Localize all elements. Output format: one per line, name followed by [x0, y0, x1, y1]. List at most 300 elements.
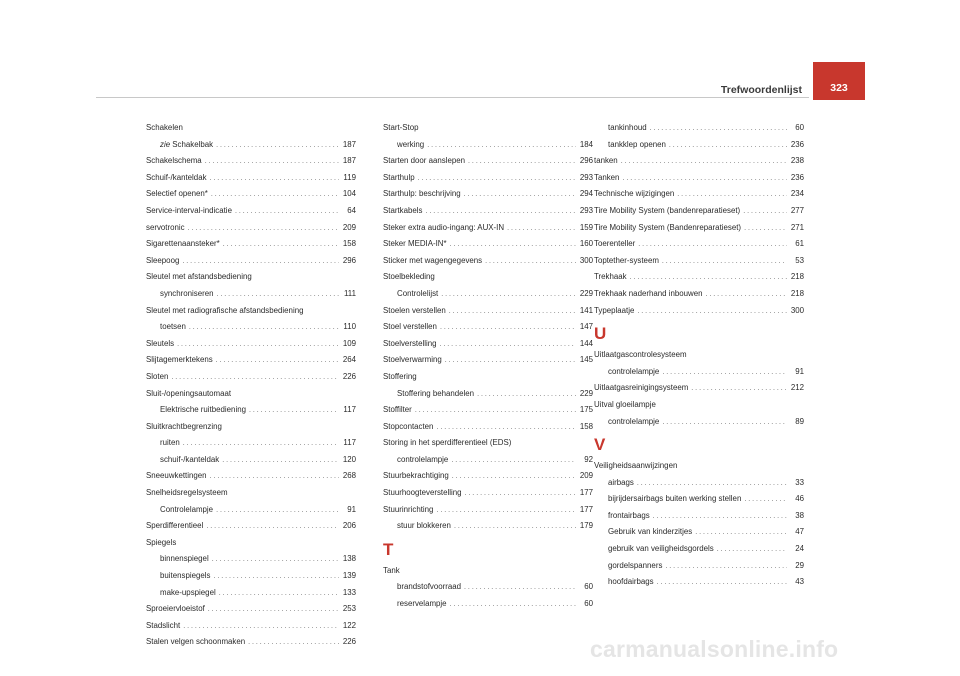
dot-leader	[662, 415, 787, 432]
index-entry-label: Selectief openen*	[146, 189, 208, 199]
index-page-number: 277	[790, 205, 804, 215]
index-page-number: 64	[347, 205, 356, 215]
dot-leader	[468, 154, 576, 171]
index-heading: Uitval gloeilampje	[594, 399, 656, 409]
index-page-number: 47	[795, 527, 804, 537]
index-entry	[383, 170, 593, 187]
dot-leader	[743, 204, 787, 221]
index-entry	[594, 414, 804, 431]
index-entry	[383, 137, 593, 154]
dot-leader	[744, 492, 787, 509]
index-page-number: 29	[795, 560, 804, 570]
index-page-number: 120	[342, 454, 356, 464]
index-entry-label: Tire Mobility System (bandenreparatieset)	[594, 205, 741, 215]
dot-leader	[657, 575, 787, 592]
dot-leader	[171, 370, 339, 387]
index-entry	[594, 524, 804, 541]
dot-leader	[650, 121, 787, 138]
dot-leader	[183, 436, 339, 453]
dot-leader	[212, 552, 339, 569]
dot-leader	[653, 509, 787, 526]
index-entry-label: Tire Mobility System (Bandenreparatieset)	[594, 222, 742, 232]
dot-leader	[507, 221, 576, 238]
index-page-number: 187	[342, 139, 356, 149]
index-page-number: 229	[579, 288, 593, 298]
dot-leader	[452, 469, 576, 486]
index-entry	[383, 502, 593, 519]
index-section-letter: V	[594, 435, 606, 455]
index-entry	[146, 186, 356, 203]
index-entry-label: tankklep openen	[608, 139, 666, 149]
index-entry	[594, 364, 804, 381]
dot-leader	[216, 138, 339, 155]
index-entry-label: tankinhoud	[608, 123, 647, 132]
dot-leader	[183, 619, 339, 636]
dot-leader	[210, 469, 339, 486]
dot-leader	[637, 304, 787, 321]
index-entry	[383, 402, 593, 419]
index-entry-label: Sticker met wagengegevens	[383, 255, 483, 265]
index-entry	[594, 269, 804, 286]
index-entry-label: synchroniseren	[160, 288, 214, 298]
index-heading: Sleutel met radiografische afstandsbediening	[146, 305, 304, 315]
index-entry	[146, 502, 356, 519]
dot-leader	[206, 519, 339, 536]
dot-leader	[638, 237, 787, 254]
index-entry-label: Sperdifferentieel	[146, 521, 204, 531]
index-entry	[383, 518, 593, 535]
dot-leader	[210, 171, 339, 188]
index-page-number: 46	[795, 494, 804, 504]
dot-leader	[222, 453, 339, 470]
index-page-number: 293	[579, 172, 593, 182]
index-entry	[383, 253, 593, 270]
index-entry	[383, 336, 593, 353]
index-entry-label: controlelampje	[608, 416, 660, 426]
index-entry	[383, 236, 593, 253]
dot-leader	[450, 237, 576, 254]
dot-leader	[436, 420, 576, 437]
index-entry	[594, 286, 804, 303]
index-page-number: 104	[342, 189, 356, 199]
index-entry	[383, 186, 593, 203]
index-entry	[594, 220, 804, 237]
index-page-number: 119	[343, 172, 356, 182]
page-title: Trefwoordenlijst	[720, 84, 802, 96]
index-entry-label: Stuurbekrachtiging	[383, 471, 449, 481]
index-page-number: 177	[579, 504, 593, 514]
index-page-number: 218	[790, 288, 804, 298]
dot-leader	[249, 403, 339, 420]
dot-leader	[449, 304, 576, 321]
index-page-number: 89	[795, 416, 804, 426]
index-entry	[594, 170, 804, 187]
index-page-number: 179	[579, 521, 593, 531]
index-entry	[594, 508, 804, 525]
index-page-number: 158	[579, 421, 593, 431]
index-entry-label: Starthulp	[383, 172, 415, 182]
index-entry-label: Stalen velgen schoonmaken	[146, 637, 246, 647]
index-entry	[594, 236, 804, 253]
index-entry-label: Sleepoog	[146, 255, 180, 265]
index-entry-label: Stoffering behandelen	[397, 388, 475, 398]
index-heading: Start-Stop	[383, 123, 419, 132]
index-heading: Spiegels	[146, 537, 177, 547]
index-entry-label: Controlelampje	[160, 504, 214, 514]
dot-leader	[216, 353, 339, 370]
index-entry-label: Starten door aanslepen	[383, 156, 466, 166]
index-entry	[383, 468, 593, 485]
index-entry	[146, 352, 356, 369]
index-entry	[594, 120, 804, 137]
index-entry-label: Stoelverwarming	[383, 355, 442, 365]
index-entry-label: tanken	[594, 156, 618, 166]
dot-leader	[217, 287, 339, 304]
index-page-number: 175	[579, 405, 593, 415]
index-entry	[594, 253, 804, 270]
index-heading: Veiligheidsaanwijzingen	[594, 461, 678, 471]
dot-leader	[706, 287, 788, 304]
index-page-number: 60	[584, 599, 593, 609]
index-entry	[146, 585, 356, 602]
index-page-number: 209	[579, 471, 593, 481]
index-page-number: 91	[795, 366, 804, 376]
index-column-1	[146, 120, 356, 651]
index-heading: Sleutel met afstandsbediening	[146, 272, 252, 282]
index-entry-label: hoofdairbags	[608, 577, 654, 587]
dot-leader	[223, 237, 339, 254]
dot-leader	[216, 503, 339, 520]
index-page-number: 110	[343, 322, 356, 332]
dot-leader	[188, 221, 339, 238]
dot-leader	[189, 320, 339, 337]
dot-leader	[219, 586, 339, 603]
index-page-number: 296	[579, 156, 593, 166]
dot-leader	[665, 559, 787, 576]
index-entry-label: Trekhaak	[594, 272, 627, 282]
index-entry-see-ref: zie	[160, 139, 171, 149]
index-page-number: 60	[584, 582, 593, 592]
dot-leader	[177, 337, 339, 354]
index-entry-label: Stoelverstelling	[383, 338, 437, 348]
index-entry-label: stuur blokkeren	[397, 521, 451, 531]
index-page-number: 24	[795, 544, 804, 554]
dot-leader	[744, 221, 787, 238]
index-entry	[146, 236, 356, 253]
index-page-number: 212	[790, 383, 804, 393]
index-entry-label: Controlelijst	[397, 288, 439, 298]
dot-leader	[418, 171, 576, 188]
index-entry	[146, 551, 356, 568]
dot-leader	[464, 580, 576, 597]
index-entry-label: Stopcontacten	[383, 421, 434, 431]
index-column-3	[594, 120, 804, 591]
dot-leader	[235, 204, 339, 221]
index-page-number: 117	[343, 438, 356, 448]
index-entry-label: Schakelschema	[146, 156, 202, 166]
index-entry-label: Elektrische ruitbediening	[160, 405, 246, 415]
index-entry-label: Sproeiervloeistof	[146, 604, 205, 614]
index-heading: Uitlaatgascontrolesysteem	[594, 350, 687, 360]
index-entry	[383, 386, 593, 403]
index-page-number: 133	[342, 587, 356, 597]
index-page-number: 160	[579, 239, 593, 249]
index-entry-label: schuif-/kanteldak	[160, 454, 220, 464]
index-entry	[146, 220, 356, 237]
index-entry	[146, 153, 356, 170]
index-entry-target: Schakelbak	[170, 139, 214, 149]
index-entry-label: Sleutels	[146, 338, 175, 348]
index-entry	[594, 475, 804, 492]
index-entry-label: controlelampje	[397, 454, 449, 464]
dot-leader	[427, 138, 576, 155]
index-entry-label: Stuurhoogteverstelling	[383, 488, 462, 498]
dot-leader	[441, 287, 576, 304]
index-page-number: 236	[790, 172, 804, 182]
index-page-number: 187	[342, 156, 356, 166]
dot-leader	[454, 519, 576, 536]
dot-leader	[213, 569, 339, 586]
index-entry	[594, 153, 804, 170]
index-page-number: 38	[795, 510, 804, 520]
index-page-number: 238	[790, 156, 804, 166]
index-entry-label: Sigarettenaansteker*	[146, 239, 220, 249]
index-page-number: 92	[584, 454, 593, 464]
index-entry	[594, 203, 804, 220]
index-entry	[383, 303, 593, 320]
dot-leader	[630, 270, 787, 287]
index-entry-label: brandstofvoorraad	[397, 582, 462, 592]
index-entry	[146, 319, 356, 336]
index-page-number: 145	[579, 355, 593, 365]
index-entry-label: toetsen	[160, 322, 186, 332]
dot-leader	[450, 597, 576, 614]
index-entry	[146, 369, 356, 386]
index-entry-label: Toerenteller	[594, 239, 636, 249]
index-page-number: 234	[790, 189, 804, 199]
index-heading: Stoelbekleding	[383, 272, 435, 282]
index-page-number: 117	[343, 405, 356, 415]
dot-leader	[677, 187, 787, 204]
index-entry	[146, 286, 356, 303]
index-entry	[146, 601, 356, 618]
dot-leader	[691, 381, 787, 398]
dot-leader	[717, 542, 787, 559]
page-number-badge	[813, 62, 865, 100]
index-entry-label: Tanken	[594, 172, 620, 182]
index-entry-label: Typeplaatje	[594, 305, 635, 315]
dot-leader	[669, 138, 787, 155]
index-entry	[383, 452, 593, 469]
index-section-letter: T	[383, 539, 394, 559]
index-entry	[594, 541, 804, 558]
index-entry-label: Toptether-systeem	[594, 255, 659, 265]
dot-leader	[205, 154, 339, 171]
index-entry	[383, 286, 593, 303]
index-entry-label: Stadslicht	[146, 620, 181, 630]
index-page-number: 206	[342, 521, 356, 531]
dot-leader	[622, 171, 787, 188]
index-entry	[146, 253, 356, 270]
index-entry-label: Gebruik van kinderzitjes	[608, 527, 693, 537]
index-page-number: 226	[342, 637, 356, 647]
index-page-number: 271	[790, 222, 804, 232]
index-page-number: 33	[795, 477, 804, 487]
index-entry-label: werking	[397, 139, 425, 149]
index-entry-label: Steker MEDIA-IN*	[383, 239, 447, 249]
index-page-number: 159	[579, 222, 593, 232]
index-entry	[146, 568, 356, 585]
index-page-number: 268	[342, 471, 356, 481]
index-entry-label: controlelampje	[608, 366, 660, 376]
index-page-number: 226	[342, 371, 356, 381]
index-entry-label: gordelspanners	[608, 560, 663, 570]
index-page-number: 300	[579, 255, 593, 265]
index-entry-label: ruiten	[160, 438, 180, 448]
index-entry	[146, 402, 356, 419]
dot-leader	[415, 403, 576, 420]
index-entry-label: Service-interval-indicatie	[146, 205, 232, 215]
index-page-number: 229	[579, 388, 593, 398]
index-entry	[383, 596, 593, 613]
index-entry-label: Technische wijzigingen	[594, 189, 675, 199]
index-entry-label: Trekhaak naderhand inbouwen	[594, 288, 703, 298]
dot-leader	[695, 525, 787, 542]
index-page-number: 253	[342, 604, 356, 614]
index-entry	[594, 186, 804, 203]
index-page-number: 147	[579, 322, 593, 332]
index-entry-label: Steker extra audio-ingang: AUX-IN	[383, 222, 505, 232]
index-entry	[383, 579, 593, 596]
index-entry-label: Uitlaatgasreinigingsysteem	[594, 383, 689, 393]
index-entry-label: Startkabels	[383, 205, 423, 215]
index-entry	[383, 419, 593, 436]
index-page-number: 209	[342, 222, 356, 232]
header-rule	[96, 97, 809, 98]
index-entry	[594, 558, 804, 575]
index-heading: Sluitkrachtbegrenzing	[146, 421, 222, 431]
dot-leader	[637, 476, 787, 493]
index-entry	[383, 220, 593, 237]
dot-leader	[440, 320, 576, 337]
dot-leader	[248, 635, 339, 652]
index-page-number: 43	[795, 577, 804, 587]
index-page-number: 111	[344, 288, 356, 298]
index-page-number: 109	[342, 338, 356, 348]
index-entry	[383, 203, 593, 220]
index-entry-label: Stuurinrichting	[383, 504, 434, 514]
index-entry-label: Stoffilter	[383, 405, 412, 415]
index-entry	[594, 303, 804, 320]
index-entry-label: Stoelen verstellen	[383, 305, 446, 315]
index-entry	[146, 137, 356, 154]
index-heading: Stoffering	[383, 371, 417, 381]
dot-leader	[464, 187, 576, 204]
index-page-number: 158	[342, 239, 356, 249]
index-page-number: 122	[342, 620, 356, 630]
index-entry	[146, 170, 356, 187]
index-page-number: 264	[342, 355, 356, 365]
dot-leader	[662, 365, 787, 382]
index-page-number: 91	[347, 504, 356, 514]
index-entry	[146, 518, 356, 535]
index-entry	[383, 485, 593, 502]
index-heading: Sluit-/openingsautomaat	[146, 388, 232, 398]
dot-leader	[465, 486, 576, 503]
dot-leader	[425, 204, 576, 221]
index-page-number: 294	[579, 189, 593, 199]
index-entry-label: Sneeuwkettingen	[146, 471, 207, 481]
index-page-number: 138	[342, 554, 356, 564]
index-entry-label: Sloten	[146, 371, 169, 381]
index-entry-label: gebruik van veiligheidsgordels	[608, 544, 714, 554]
index-entry	[594, 491, 804, 508]
index-heading: Storing in het sperdifferentieel (EDS)	[383, 438, 512, 448]
index-entry-label: Schuif-/kanteldak	[146, 172, 207, 182]
index-entry-label: airbags	[608, 477, 634, 487]
index-entry-label	[160, 137, 213, 154]
dot-leader	[451, 453, 576, 470]
index-entry-label: servotronic	[146, 222, 185, 232]
index-page-number: 296	[342, 255, 356, 265]
dot-leader	[440, 337, 576, 354]
index-entry-label: bijrijdersairbags buiten werking stellen	[608, 494, 742, 504]
index-entry	[146, 468, 356, 485]
index-page-number: 61	[795, 239, 804, 249]
index-page-number: 60	[795, 123, 804, 132]
dot-leader	[485, 254, 576, 271]
index-entry-label: reservelampje	[397, 599, 447, 609]
dot-leader	[477, 387, 576, 404]
index-entry-label: Starthulp: beschrijving	[383, 189, 461, 199]
dot-leader	[445, 353, 576, 370]
index-column-2	[383, 120, 593, 613]
index-entry	[594, 137, 804, 154]
index-entry	[146, 336, 356, 353]
dot-leader	[621, 154, 787, 171]
index-page-number: 177	[579, 488, 593, 498]
index-page-number: 236	[790, 139, 804, 149]
index-entry	[146, 203, 356, 220]
index-heading: Snelheidsregelsysteem	[146, 488, 228, 498]
index-entry-label: Slijtagemerktekens	[146, 355, 213, 365]
index-page-number: 144	[579, 338, 593, 348]
dot-leader	[662, 254, 787, 271]
index-section-letter: U	[594, 324, 607, 344]
watermark: carmanualsonline.info	[590, 636, 839, 662]
index-entry	[146, 435, 356, 452]
dot-leader	[211, 187, 339, 204]
page-number: 323	[830, 82, 848, 94]
index-page-number: 141	[579, 305, 593, 315]
dot-leader	[436, 503, 576, 520]
index-heading: Schakelen	[146, 123, 183, 132]
index-entry-label: Stoel verstellen	[383, 322, 437, 332]
index-heading: Tank	[383, 565, 400, 575]
index-entry-label: binnenspiegel	[160, 554, 209, 564]
index-entry	[594, 380, 804, 397]
index-page-number: 184	[579, 139, 593, 149]
index-page-number: 218	[790, 272, 804, 282]
index-entry-label: buitenspiegels	[160, 571, 211, 581]
index-entry	[383, 352, 593, 369]
index-entry	[146, 452, 356, 469]
index-page-number: 300	[790, 305, 804, 315]
dot-leader	[208, 602, 339, 619]
index-entry-label: make-upspiegel	[160, 587, 216, 597]
index-entry	[146, 634, 356, 651]
index-entry	[383, 153, 593, 170]
